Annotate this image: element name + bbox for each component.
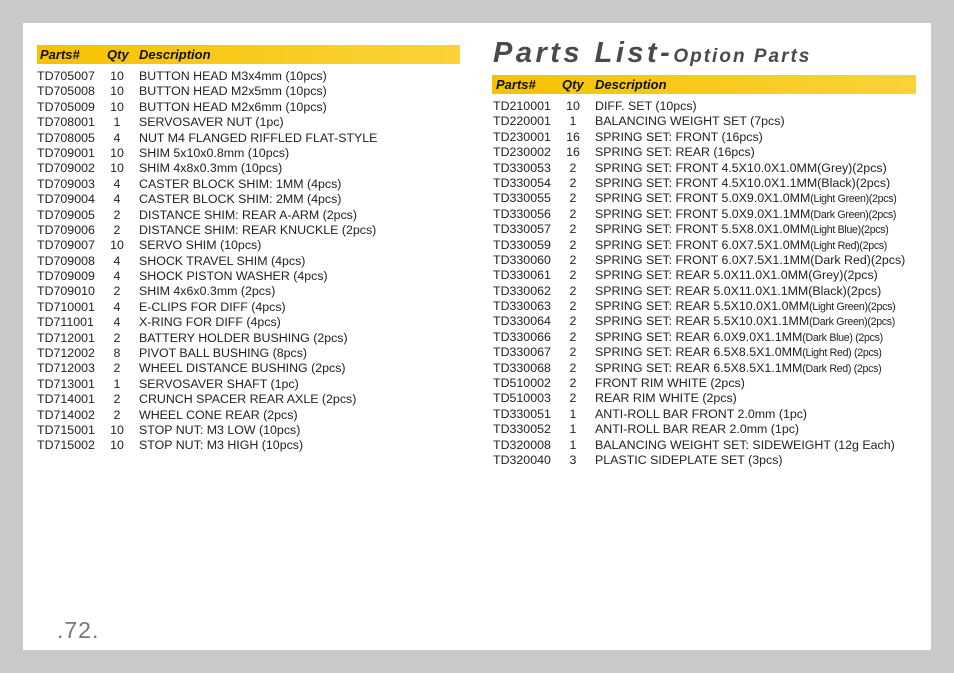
quantity: 2 — [113, 207, 121, 222]
description — [139, 84, 327, 98]
quantity: 2 — [569, 268, 577, 283]
description-text: SPRING SET: REAR 6.5X8.5X1.1MM — [595, 360, 803, 375]
description-text: SERVOSAVER NUT (1pc) — [139, 115, 284, 130]
quantity: 2 — [569, 329, 577, 344]
catalog-page — [23, 23, 931, 650]
table-row — [493, 145, 929, 160]
part-number: TD330064 — [493, 314, 551, 329]
description — [595, 391, 737, 405]
title-main: Parts List — [493, 37, 661, 69]
quantity: 10 — [110, 238, 124, 253]
description-color-note: (Light Green)(2pcs) — [810, 193, 897, 206]
description — [139, 331, 348, 345]
description-text: ANTI-ROLL BAR REAR 2.0mm (1pc) — [595, 422, 800, 437]
part-number: TD709004 — [37, 192, 95, 207]
part-number: TD710001 — [37, 299, 95, 314]
part-number: TD709010 — [37, 284, 95, 299]
description — [595, 99, 697, 113]
quantity: 2 — [569, 376, 577, 391]
table-row — [37, 131, 467, 146]
table-row — [37, 208, 467, 223]
quantity: 2 — [569, 206, 577, 221]
quantity: 2 — [113, 361, 121, 376]
quantity: 2 — [569, 360, 577, 375]
table-row — [493, 407, 929, 422]
table-row — [37, 315, 467, 330]
part-number: TD712003 — [37, 361, 95, 376]
part-number: TD715001 — [37, 422, 95, 437]
table-row — [493, 376, 929, 391]
table-row — [37, 269, 467, 284]
description-text: SPRING SET: REAR 5.0X11.0X1.1MM(Black)(2pcs) — [595, 283, 882, 298]
description — [595, 114, 785, 128]
quantity: 2 — [569, 175, 577, 190]
description-color-note: (Light Blue)(2pcs) — [810, 224, 889, 237]
quantity: 4 — [113, 192, 121, 207]
table-row — [493, 191, 929, 206]
part-number: TD330057 — [493, 222, 551, 237]
table-row — [493, 391, 929, 406]
table-row — [37, 361, 467, 376]
table-row — [493, 114, 929, 129]
description-text: SPRING SET: REAR 6.5X8.5X1.0MM — [595, 345, 803, 360]
part-number: TD713001 — [37, 376, 95, 391]
description-color-note: (Light Red)(2pcs) — [810, 239, 888, 252]
table-row — [37, 331, 467, 346]
description — [139, 361, 346, 375]
quantity: 10 — [110, 99, 124, 114]
description — [139, 208, 357, 222]
description-text: BATTERY HOLDER BUSHING (2pcs) — [139, 330, 348, 345]
description-text: SPRING SET: REAR 5.5X10.0X1.1MM — [595, 314, 810, 329]
description-text: SPRING SET: REAR 5.5X10.0X1.0MM — [595, 299, 810, 314]
description-color-note: (Dark Blue) (2pcs) — [802, 331, 883, 344]
part-number: TD510002 — [493, 376, 551, 391]
description-text: SHIM 4x8x0.3mm (10pcs) — [139, 161, 283, 176]
left-parts-list — [37, 69, 467, 454]
quantity: 10 — [110, 438, 124, 453]
quantity: 4 — [113, 176, 121, 191]
description — [595, 145, 755, 159]
table-row — [37, 161, 467, 176]
table-row — [37, 84, 467, 99]
part-number: TD330060 — [493, 252, 551, 267]
table-row — [493, 99, 929, 114]
quantity: 10 — [110, 145, 124, 160]
description — [139, 254, 305, 268]
description — [595, 253, 905, 267]
description-text: SHIM 5x10x0.8mm (10pcs) — [139, 145, 290, 160]
quantity: 4 — [113, 299, 121, 314]
description — [139, 69, 327, 83]
table-row — [37, 438, 467, 453]
qty-column-header: Qty — [562, 77, 584, 92]
part-number: TD330062 — [493, 283, 551, 298]
description-text: SPRING SET: FRONT 5.0X9.0X1.1MM — [595, 206, 811, 221]
part-number: TD709005 — [37, 207, 95, 222]
parts-column-header: Parts# — [496, 77, 536, 92]
quantity: 1 — [569, 437, 577, 452]
table-row — [493, 207, 929, 222]
description-text: SPRING SET: FRONT 6.0X7.5X1.0MM — [595, 237, 811, 252]
part-number: TD712002 — [37, 346, 95, 361]
table-row — [493, 268, 929, 283]
part-number: TD709009 — [37, 269, 95, 284]
description — [139, 146, 289, 160]
table-row — [37, 392, 467, 407]
table-row — [37, 377, 467, 392]
description-text: SPRING SET: REAR 5.0X11.0X1.0MM(Grey)(2pcs) — [595, 268, 878, 283]
part-number: TD330066 — [493, 329, 551, 344]
quantity: 2 — [569, 237, 577, 252]
title-dash: - — [660, 37, 674, 69]
description — [595, 238, 887, 252]
description — [595, 207, 896, 221]
description-text: STOP NUT: M3 LOW (10pcs) — [139, 422, 301, 437]
table-row — [37, 115, 467, 130]
description — [595, 176, 890, 190]
part-number: TD510003 — [493, 391, 551, 406]
part-number: TD709007 — [37, 238, 95, 253]
part-number: TD330054 — [493, 175, 551, 190]
part-number: TD709001 — [37, 145, 95, 160]
description-text: SPRING SET: REAR 6.0X9.0X1.1MM — [595, 329, 803, 344]
quantity: 2 — [569, 299, 577, 314]
description-text: SHOCK TRAVEL SHIM (4pcs) — [139, 253, 306, 268]
description-text: SHOCK PISTON WASHER (4pcs) — [139, 269, 328, 284]
description — [139, 100, 327, 114]
table-row — [493, 361, 929, 376]
description — [139, 346, 307, 360]
description-text: SPRING SET: REAR (16pcs) — [595, 145, 755, 160]
quantity: 4 — [113, 253, 121, 268]
table-row — [37, 284, 467, 299]
quantity: 2 — [113, 222, 121, 237]
part-number: TD708005 — [37, 130, 95, 145]
qty-column-header: Qty — [107, 47, 129, 62]
part-number: TD330051 — [493, 406, 551, 421]
quantity: 10 — [110, 161, 124, 176]
part-number: TD330052 — [493, 422, 551, 437]
description — [139, 408, 298, 422]
quantity: 1 — [113, 115, 121, 130]
description-text: NUT M4 FLANGED RIFFLED FLAT-STYLE — [139, 130, 378, 145]
quantity: 10 — [110, 69, 124, 83]
quantity: 16 — [566, 129, 580, 144]
table-row — [493, 453, 929, 468]
description-text: SPRING SET: FRONT (16pcs) — [595, 129, 763, 144]
description-text: CASTER BLOCK SHIM: 1MM (4pcs) — [139, 176, 342, 191]
description-text: X-RING FOR DIFF (4pcs) — [139, 315, 281, 330]
part-number: TD330055 — [493, 191, 551, 206]
right-table-header — [492, 75, 916, 94]
part-number: TD705009 — [37, 99, 95, 114]
table-row — [37, 146, 467, 161]
table-row — [493, 161, 929, 176]
table-row — [37, 254, 467, 269]
description-text: SERVO SHIM (10pcs) — [139, 238, 262, 253]
description-text: SPRING SET: FRONT 6.0X7.5X1.1MM(Dark Red)(2pcs) — [595, 252, 906, 267]
table-row — [37, 223, 467, 238]
description — [139, 115, 284, 129]
description — [139, 192, 341, 206]
quantity: 2 — [569, 345, 577, 360]
table-row — [493, 222, 929, 237]
description-text: WHEEL CONE REAR (2pcs) — [139, 407, 298, 422]
description — [139, 423, 300, 437]
part-number: TD330061 — [493, 268, 551, 283]
description-text: PLASTIC SIDEPLATE SET (3pcs) — [595, 452, 783, 467]
table-row — [37, 408, 467, 423]
part-number: TD230001 — [493, 129, 551, 144]
description-text: BALANCING WEIGHT SET: SIDEWEIGHT (12g Each) — [595, 437, 895, 452]
description — [595, 268, 878, 282]
quantity: 10 — [566, 99, 580, 113]
quantity: 2 — [569, 252, 577, 267]
description — [595, 345, 882, 359]
description-text: PIVOT BALL BUSHING (8pcs) — [139, 346, 308, 361]
table-row — [493, 253, 929, 268]
table-row — [493, 422, 929, 437]
table-row — [493, 330, 929, 345]
description — [595, 222, 889, 236]
description-color-note: (Light Red) (2pcs) — [802, 347, 882, 360]
description — [139, 392, 356, 406]
part-number: TD705008 — [37, 84, 95, 99]
quantity: 1 — [569, 406, 577, 421]
part-number: TD330059 — [493, 237, 551, 252]
description-text: SPRING SET: FRONT 4.5X10.0X1.1MM(Black)(2pcs) — [595, 175, 891, 190]
description — [139, 438, 303, 452]
quantity: 2 — [569, 391, 577, 406]
part-number: TD330068 — [493, 360, 551, 375]
part-number: TD712001 — [37, 330, 95, 345]
description-text: BUTTON HEAD M3x4mm (10pcs) — [139, 69, 327, 83]
description-text: BUTTON HEAD M2x6mm (10pcs) — [139, 99, 327, 114]
part-number: TD705007 — [37, 69, 95, 83]
part-number: TD330067 — [493, 345, 551, 360]
quantity: 2 — [113, 407, 121, 422]
description-text: SHIM 4x6x0.3mm (2pcs) — [139, 284, 276, 299]
quantity: 2 — [569, 191, 577, 206]
quantity: 4 — [113, 315, 121, 330]
description-text: CASTER BLOCK SHIM: 2MM (4pcs) — [139, 192, 342, 207]
right-parts-list — [493, 99, 929, 468]
table-row — [37, 300, 467, 315]
description-text: SERVOSAVER SHAFT (1pc) — [139, 376, 299, 391]
description-color-note: (Dark Green)(2pcs) — [809, 316, 896, 329]
description-color-note: (Light Green)(2pcs) — [809, 301, 896, 314]
table-row — [37, 238, 467, 253]
table-row — [493, 438, 929, 453]
description-text: STOP NUT: M3 HIGH (10pcs) — [139, 438, 304, 453]
part-number: TD330053 — [493, 160, 551, 175]
quantity: 10 — [110, 422, 124, 437]
table-row — [493, 130, 929, 145]
description — [139, 315, 281, 329]
quantity: 16 — [566, 145, 580, 160]
part-number: TD709003 — [37, 176, 95, 191]
quantity: 1 — [569, 422, 577, 437]
table-row — [37, 69, 467, 84]
page-number: .72. — [57, 617, 100, 643]
description — [139, 300, 286, 314]
part-number: TD715002 — [37, 438, 95, 453]
part-number: TD220001 — [493, 114, 551, 129]
table-row — [493, 238, 929, 253]
part-number: TD320008 — [493, 437, 551, 452]
description-text: E-CLIPS FOR DIFF (4pcs) — [139, 299, 286, 314]
description — [139, 284, 275, 298]
table-row — [37, 192, 467, 207]
part-number: TD330063 — [493, 299, 551, 314]
part-number: TD320040 — [493, 452, 551, 467]
description — [595, 453, 783, 467]
table-row — [37, 100, 467, 115]
description — [595, 130, 763, 144]
table-row — [37, 177, 467, 192]
table-row — [493, 299, 929, 314]
description — [595, 422, 799, 436]
part-number: TD714001 — [37, 392, 95, 407]
description — [595, 361, 881, 375]
description — [595, 438, 895, 452]
quantity: 8 — [113, 346, 121, 361]
quantity: 2 — [569, 160, 577, 175]
quantity: 2 — [569, 314, 577, 329]
description-text: WHEEL DISTANCE BUSHING (2pcs) — [139, 361, 346, 376]
description — [595, 191, 896, 205]
description-text: FRONT RIM WHITE (2pcs) — [595, 376, 745, 391]
description — [595, 407, 807, 421]
description-text: CRUNCH SPACER REAR AXLE (2pcs) — [139, 392, 357, 407]
description-text: DISTANCE SHIM: REAR KNUCKLE (2pcs) — [139, 222, 377, 237]
quantity: 2 — [569, 222, 577, 237]
description-column-header: Description — [139, 47, 211, 62]
table-row — [493, 314, 929, 329]
part-number: TD709002 — [37, 161, 95, 176]
table-row — [37, 423, 467, 438]
description — [139, 177, 341, 191]
left-table-header — [37, 45, 460, 64]
description — [595, 299, 895, 313]
description-text: SPRING SET: FRONT 5.0X9.0X1.0MM — [595, 191, 811, 206]
part-number: TD709006 — [37, 222, 95, 237]
part-number: TD714002 — [37, 407, 95, 422]
table-row — [493, 176, 929, 191]
parts-column-header: Parts# — [40, 47, 80, 62]
description-column-header: Description — [595, 77, 667, 92]
part-number: TD708001 — [37, 115, 95, 130]
description-text: ANTI-ROLL BAR FRONT 2.0mm (1pc) — [595, 406, 808, 421]
description — [595, 376, 745, 390]
description-text: BUTTON HEAD M2x5mm (10pcs) — [139, 84, 327, 99]
description-text: SPRING SET: FRONT 5.5X8.0X1.0MM — [595, 222, 811, 237]
quantity: 2 — [569, 283, 577, 298]
description-text: SPRING SET: FRONT 4.5X10.0X1.0MM(Grey)(2pcs) — [595, 160, 887, 175]
quantity: 4 — [113, 130, 121, 145]
part-number: TD210001 — [493, 99, 551, 113]
description — [139, 161, 282, 175]
part-number: TD330056 — [493, 206, 551, 221]
quantity: 3 — [569, 452, 577, 467]
table-row — [493, 284, 929, 299]
quantity: 2 — [113, 284, 121, 299]
quantity: 2 — [113, 330, 121, 345]
description-color-note: (Dark Green)(2pcs) — [810, 208, 897, 221]
quantity: 10 — [110, 84, 124, 99]
part-number: TD230002 — [493, 145, 551, 160]
quantity: 1 — [113, 376, 121, 391]
description — [595, 284, 881, 298]
description-text: DISTANCE SHIM: REAR A-ARM (2pcs) — [139, 207, 358, 222]
quantity: 1 — [569, 114, 577, 129]
quantity: 2 — [113, 392, 121, 407]
description — [595, 161, 887, 175]
description — [139, 223, 376, 237]
description — [139, 269, 328, 283]
description-text: BALANCING WEIGHT SET (7pcs) — [595, 114, 785, 129]
description-text: REAR RIM WHITE (2pcs) — [595, 391, 737, 406]
part-number: TD711001 — [37, 315, 94, 330]
description-text: DIFF. SET (10pcs) — [595, 99, 697, 113]
quantity: 4 — [113, 269, 121, 284]
table-row — [493, 345, 929, 360]
table-row — [37, 346, 467, 361]
description — [595, 314, 895, 328]
part-number: TD709008 — [37, 253, 95, 268]
description — [139, 131, 377, 145]
description-color-note: (Dark Red) (2pcs) — [802, 362, 882, 375]
description — [139, 238, 261, 252]
title-sub: Option Parts — [673, 46, 812, 67]
description — [139, 377, 299, 391]
description — [595, 330, 883, 344]
page-title — [493, 37, 811, 70]
